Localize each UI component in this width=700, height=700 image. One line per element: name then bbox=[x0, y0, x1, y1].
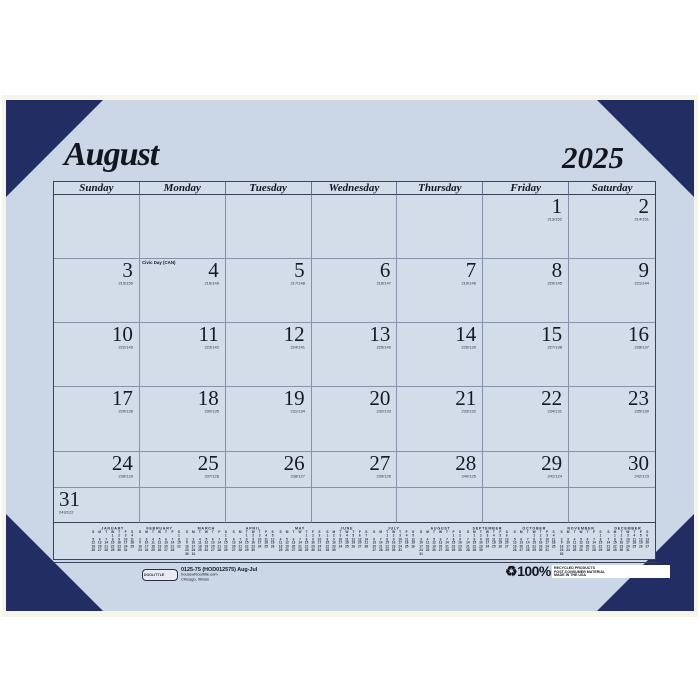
mini-day-letters: S M T W T F S bbox=[513, 530, 555, 534]
day-cell-3 bbox=[54, 259, 140, 323]
mini-day-letters: S M T W T F S bbox=[560, 530, 602, 534]
day-number: 2 bbox=[638, 194, 649, 218]
day-cell-14 bbox=[397, 323, 483, 387]
day-ordinal: 220/145 bbox=[547, 281, 563, 286]
mini-month-name: MAY bbox=[294, 526, 306, 531]
day-cell-18 bbox=[140, 387, 226, 452]
day-cell-empty bbox=[397, 195, 483, 259]
year-label: 2025 bbox=[562, 140, 624, 175]
mini-day-grid: 1 2 3 4 5 6 7 8 9 10 11 12 13 14 15 16 17 18 19 20 21 22 23 24 25 26 27 28 29 30 31 bbox=[606, 533, 650, 553]
mini-day-letters: S M T W T F S bbox=[279, 530, 321, 534]
day-cell-1 bbox=[483, 195, 569, 259]
mini-day-letters: S M T W T F S bbox=[138, 530, 181, 534]
mini-month-name: JUNE bbox=[340, 526, 354, 531]
recycle-icon: ♻ bbox=[505, 563, 518, 579]
mini-month-name: NOVEMBER bbox=[567, 526, 595, 531]
day-cell-28 bbox=[397, 452, 483, 488]
day-cell-24 bbox=[54, 452, 140, 488]
day-ordinal: 242/123 bbox=[634, 474, 649, 479]
mini-day-letters: S M T W T F S bbox=[607, 530, 649, 534]
mini-day-letters: S M T W T F S bbox=[466, 530, 508, 534]
recycle-text-lines bbox=[552, 565, 670, 578]
day-number: 10 bbox=[111, 322, 133, 346]
mini-calendar-october bbox=[512, 526, 557, 556]
day-cell-31 bbox=[54, 488, 140, 523]
day-ordinal: 233/132 bbox=[461, 409, 477, 414]
day-cell-23 bbox=[569, 387, 655, 452]
day-number: 5 bbox=[294, 258, 305, 282]
weekday-header-wednesday: Wednesday bbox=[312, 182, 398, 195]
mini-day-letters: S M T W T F S bbox=[420, 530, 462, 534]
mini-month-name: APRIL bbox=[245, 526, 261, 531]
day-cell-21 bbox=[397, 387, 483, 452]
day-cell-17 bbox=[54, 387, 140, 452]
mini-month-name: AUGUST bbox=[430, 526, 451, 531]
day-number: 13 bbox=[369, 322, 391, 346]
day-number: 17 bbox=[111, 386, 133, 410]
day-number: 14 bbox=[455, 322, 477, 346]
mini-month-name: MARCH bbox=[197, 526, 216, 531]
mini-calendar-july bbox=[371, 526, 416, 556]
day-number: 23 bbox=[627, 386, 649, 410]
day-cell-5 bbox=[226, 259, 312, 323]
mini-calendar-march bbox=[184, 526, 229, 556]
day-number: 11 bbox=[198, 322, 219, 346]
mini-calendar-april bbox=[231, 526, 276, 556]
mini-month-name: FEBRUARY bbox=[146, 526, 173, 531]
day-number: 27 bbox=[369, 451, 391, 475]
mini-day-grid: 1 2 3 4 5 6 7 8 9 10 11 12 13 14 15 16 17 18 19 20 21 22 23 24 25 26 27 28 29 30 31 bbox=[185, 533, 228, 556]
day-cell-empty bbox=[226, 195, 312, 259]
day-ordinal: 223/142 bbox=[204, 345, 219, 350]
day-ordinal: 238/127 bbox=[290, 474, 305, 479]
weekday-header-tuesday: Tuesday bbox=[226, 182, 312, 195]
mini-day-letters: S M T W T F S bbox=[373, 530, 415, 534]
day-cell-empty bbox=[140, 488, 226, 523]
recycle-text-line: POST-CONSUMER MATERIAL bbox=[553, 569, 606, 574]
calendar-grid bbox=[53, 181, 656, 560]
mini-calendar-january bbox=[90, 526, 135, 556]
day-ordinal: 227/138 bbox=[547, 345, 563, 350]
day-number: 1 bbox=[551, 194, 563, 218]
month-grid bbox=[54, 182, 655, 523]
day-number: 29 bbox=[541, 451, 563, 475]
day-cell-30 bbox=[569, 452, 655, 488]
day-ordinal: 225/140 bbox=[375, 345, 391, 350]
day-cell-empty bbox=[226, 488, 312, 523]
product-address-line1: houseofdoolittle.com bbox=[181, 572, 218, 577]
day-ordinal: 229/136 bbox=[118, 409, 133, 414]
day-number: 30 bbox=[627, 451, 649, 475]
day-cell-10 bbox=[54, 323, 140, 387]
day-number: 9 bbox=[638, 258, 649, 282]
day-cell-9 bbox=[569, 259, 655, 323]
day-number: 4 bbox=[208, 258, 219, 282]
day-number: 19 bbox=[283, 386, 305, 410]
mini-day-grid: 1 2 3 4 5 6 7 8 9 10 11 12 13 14 15 16 17 18 19 20 21 22 23 24 25 26 27 28 29 30 31 bbox=[372, 533, 415, 553]
day-number: 3 bbox=[122, 258, 133, 282]
day-cell-empty bbox=[569, 488, 655, 523]
day-cell-8 bbox=[483, 259, 569, 323]
day-cell-15 bbox=[483, 323, 569, 387]
day-number: 15 bbox=[541, 322, 563, 346]
day-ordinal: 241/124 bbox=[547, 474, 563, 479]
weekday-header-friday: Friday bbox=[483, 182, 569, 195]
mini-day-letters: S M T W T F S bbox=[326, 530, 368, 534]
day-ordinal: 228/137 bbox=[634, 345, 649, 350]
day-ordinal: 235/130 bbox=[634, 409, 649, 414]
day-number: 21 bbox=[455, 386, 477, 410]
day-cell-19 bbox=[226, 387, 312, 452]
day-number: 16 bbox=[627, 322, 649, 346]
day-number: 22 bbox=[541, 386, 563, 410]
day-cell-empty bbox=[312, 195, 398, 259]
day-cell-16 bbox=[569, 323, 655, 387]
day-cell-20 bbox=[312, 387, 398, 452]
holiday-note: Civic Day (CAN) bbox=[141, 260, 176, 265]
day-cell-empty bbox=[397, 488, 483, 523]
day-cell-empty bbox=[312, 488, 398, 523]
day-number: 18 bbox=[197, 386, 219, 410]
day-cell-29 bbox=[483, 452, 569, 488]
mini-month-name: OCTOBER bbox=[522, 526, 546, 531]
day-ordinal: 232/133 bbox=[375, 409, 391, 414]
weekday-header-monday: Monday bbox=[140, 182, 226, 195]
day-number: 28 bbox=[455, 451, 477, 475]
day-number: 31 bbox=[59, 487, 80, 511]
mini-calendar-row bbox=[90, 526, 652, 556]
mini-month-name: SEPTEMBER bbox=[472, 526, 503, 531]
mini-calendar-december bbox=[605, 526, 650, 556]
brand-logo bbox=[142, 569, 178, 581]
day-cell-empty bbox=[483, 488, 569, 523]
day-cell-13 bbox=[312, 323, 398, 387]
product-address-line2: Chicago, Illinois bbox=[181, 577, 210, 582]
mini-day-grid: 1 2 3 4 5 6 7 8 9 10 11 12 13 14 15 16 17 18 19 20 21 22 23 24 25 26 27 28 29 30 31 bbox=[278, 533, 322, 553]
day-number: 12 bbox=[283, 322, 305, 346]
day-cell-25 bbox=[140, 452, 226, 488]
day-ordinal: 218/147 bbox=[375, 281, 391, 286]
day-cell-27 bbox=[312, 452, 398, 488]
weekday-header-thursday: Thursday bbox=[397, 182, 483, 195]
day-ordinal: 230/135 bbox=[204, 409, 219, 414]
product-info bbox=[181, 566, 381, 586]
day-ordinal: 221/144 bbox=[634, 281, 649, 286]
weekday-header-saturday: Saturday bbox=[569, 182, 655, 195]
day-cell-empty bbox=[54, 195, 140, 259]
day-ordinal: 226/139 bbox=[461, 345, 477, 350]
product-code: 0125-75 (HOD012575) Aug-Jul bbox=[181, 566, 258, 572]
mini-day-grid: 1 2 3 4 5 6 7 8 9 10 11 12 13 14 15 16 17 18 19 20 21 22 23 24 25 26 27 28 29 30 31 bbox=[91, 533, 134, 553]
brand-logo-text: DOOLITTLE bbox=[143, 572, 165, 577]
day-number: 7 bbox=[465, 258, 477, 282]
day-ordinal: 240/125 bbox=[461, 474, 477, 479]
mini-day-grid: 1 2 3 4 5 6 7 8 9 10 11 12 13 14 15 16 17 18 19 20 21 22 23 24 25 26 27 28 bbox=[138, 533, 181, 553]
day-cell-7 bbox=[397, 259, 483, 323]
day-number: 24 bbox=[111, 451, 133, 475]
mini-month-name: DECEMBER bbox=[614, 526, 642, 531]
day-number: 6 bbox=[379, 258, 391, 282]
day-cell-26 bbox=[226, 452, 312, 488]
day-ordinal: 217/148 bbox=[290, 281, 305, 286]
day-ordinal: 216/149 bbox=[204, 281, 219, 286]
mini-day-letters: S M T W T F S bbox=[232, 530, 274, 534]
mini-day-letters: S M T W T F S bbox=[92, 530, 134, 534]
recycle-text-line: MADE IN THE USA bbox=[553, 573, 586, 578]
day-cell-6 bbox=[312, 259, 398, 323]
day-ordinal: 231/134 bbox=[290, 409, 305, 414]
recycled-badge bbox=[505, 563, 670, 579]
mini-calendar-november bbox=[558, 526, 603, 556]
weekday-header-sunday: Sunday bbox=[54, 182, 140, 195]
mini-day-grid: 1 2 3 4 5 6 7 8 9 10 11 12 13 14 15 16 17 18 19 20 21 22 23 24 25 26 27 28 29 30 bbox=[231, 533, 275, 553]
day-cell-22 bbox=[483, 387, 569, 452]
mini-calendar-august bbox=[418, 526, 463, 556]
day-cell-4 bbox=[140, 259, 226, 323]
day-cell-empty bbox=[140, 195, 226, 259]
mini-day-grid: 1 2 3 4 5 6 7 8 9 10 11 12 13 14 15 16 17 18 19 20 21 22 23 24 25 26 27 28 29 30 bbox=[466, 533, 509, 553]
day-number: 20 bbox=[369, 386, 391, 410]
mini-calendar-february bbox=[137, 526, 182, 556]
day-ordinal: 215/150 bbox=[118, 281, 133, 286]
mini-day-grid: 1 2 3 4 5 6 7 8 9 10 11 12 13 14 15 16 17 18 19 20 21 22 23 24 25 26 27 28 29 30 bbox=[559, 533, 603, 556]
mini-day-grid: 1 2 3 4 5 6 7 8 9 10 11 12 13 14 15 16 17 18 19 20 21 22 23 24 25 26 27 28 29 30 31 bbox=[512, 533, 556, 553]
day-cell-2 bbox=[569, 195, 655, 259]
day-ordinal: 239/126 bbox=[375, 474, 391, 479]
day-ordinal: 234/131 bbox=[547, 409, 563, 414]
day-ordinal: 219/146 bbox=[461, 281, 477, 286]
day-ordinal: 224/141 bbox=[290, 345, 305, 350]
day-number: 25 bbox=[197, 451, 219, 475]
day-number: 8 bbox=[551, 258, 563, 282]
recycle-text-line: RECYCLED PRODUCTS bbox=[553, 566, 595, 571]
mini-calendar-may bbox=[277, 526, 322, 556]
mini-calendar-june bbox=[324, 526, 369, 556]
mini-calendar-september bbox=[465, 526, 510, 556]
mini-month-name: JANUARY bbox=[101, 526, 125, 531]
day-ordinal: 236/129 bbox=[118, 474, 133, 479]
mini-day-letters: S M T W T F S bbox=[185, 530, 227, 534]
day-ordinal: 214/151 bbox=[634, 217, 649, 222]
day-ordinal: 222/143 bbox=[118, 345, 133, 350]
mini-calendar-strip bbox=[54, 523, 655, 559]
day-number: 26 bbox=[283, 451, 305, 475]
month-title: August bbox=[64, 136, 159, 173]
day-ordinal: 237/128 bbox=[204, 474, 219, 479]
day-cell-12 bbox=[226, 323, 312, 387]
mini-day-grid: 1 2 3 4 5 6 7 8 9 10 11 12 13 14 15 16 17 18 19 20 21 22 23 24 25 26 27 28 29 30 bbox=[325, 533, 369, 553]
day-ordinal: 243/122 bbox=[59, 510, 74, 515]
mini-month-name: JULY bbox=[387, 526, 400, 531]
mini-day-grid: 1 2 3 4 5 6 7 8 9 10 11 12 13 14 15 16 17 18 19 20 21 22 23 24 25 26 27 28 29 30 31 bbox=[419, 533, 462, 556]
day-cell-11 bbox=[140, 323, 226, 387]
recycle-percent: 100% bbox=[517, 563, 551, 579]
day-ordinal: 213/152 bbox=[547, 217, 563, 222]
